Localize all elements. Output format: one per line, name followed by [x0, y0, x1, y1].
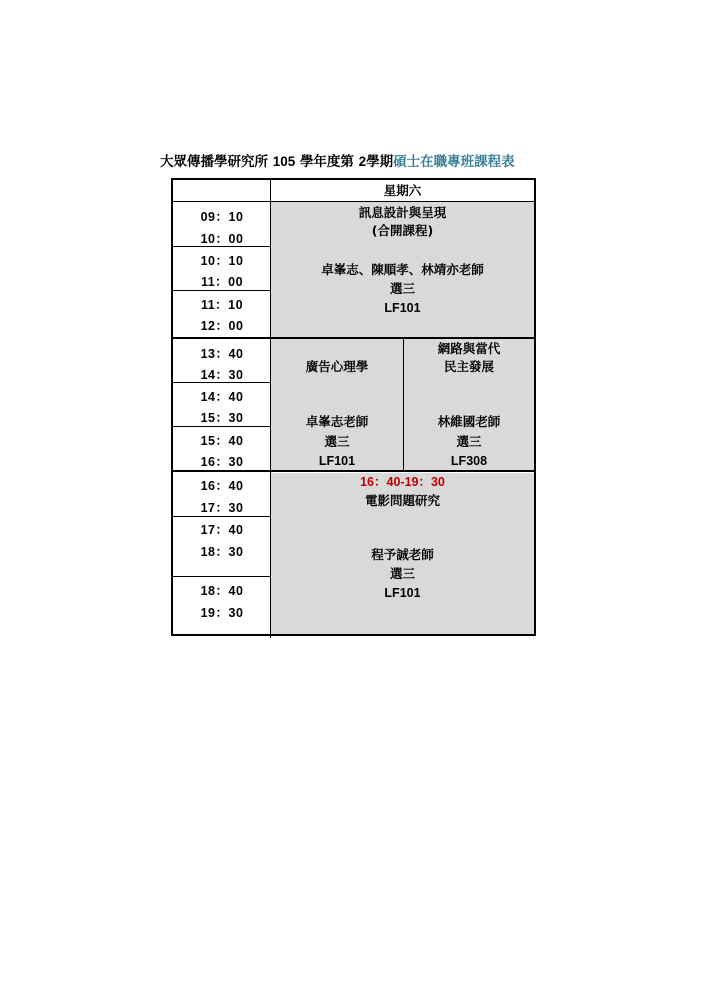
course-name-line1: 網路與當代 [437, 341, 501, 356]
course-block-afternoon-a [271, 339, 403, 470]
block-divider [173, 337, 534, 339]
course-name: 訊息設計與呈現 [358, 205, 447, 220]
course-room: LF101 [384, 301, 421, 315]
time-start: 09：10 [200, 210, 244, 224]
course-name: 廣告心理學 [305, 359, 369, 374]
row-divider [173, 426, 270, 427]
course-block-afternoon-b [404, 339, 534, 470]
course-name: 電影問題研究 [364, 493, 440, 508]
time-end: 19：30 [200, 606, 244, 620]
course-teacher: 程予誠老師 [371, 547, 434, 562]
course-type: 選三 [324, 434, 350, 449]
header-divider [173, 201, 534, 202]
title-prefix: 大眾傳播學研究所 [160, 154, 268, 170]
time-end: 16：30 [200, 455, 244, 469]
time-start: 14：40 [200, 390, 244, 404]
time-end: 12：00 [200, 319, 244, 333]
schedule-table [171, 178, 536, 636]
title-year: 105 [272, 154, 296, 169]
course-type: 選三 [456, 434, 482, 449]
page-title [160, 150, 560, 170]
course-teacher: 卓峯志、陳順孝、林靖亦老師 [321, 262, 484, 277]
row-divider [173, 516, 270, 517]
course-teacher: 卓峯志老師 [305, 414, 369, 429]
time-end: 11：00 [200, 275, 244, 289]
course-type: 選三 [389, 281, 415, 296]
time-end: 15：30 [200, 411, 244, 425]
time-start: 17：40 [200, 523, 244, 537]
row-divider [173, 576, 270, 577]
title-mid: 學年度第 [299, 154, 354, 170]
course-time-range: 16：40-19：30 [360, 475, 445, 489]
course-room: LF308 [450, 454, 488, 468]
afternoon-divider [403, 338, 404, 470]
time-start: 11：10 [200, 298, 244, 312]
block-divider [173, 470, 534, 472]
course-room: LF101 [384, 586, 421, 600]
time-end: 14：30 [200, 368, 244, 382]
header-corner [173, 180, 270, 201]
course-block-evening [271, 473, 534, 634]
title-term: 2 [358, 154, 367, 169]
header-day: 星期六 [383, 183, 422, 198]
time-start: 10：10 [200, 254, 244, 268]
time-start: 13：40 [200, 347, 244, 361]
course-name-line2: 民主發展 [443, 359, 494, 374]
course-type: 選三 [389, 566, 415, 581]
time-start: 16：40 [200, 479, 244, 493]
course-teacher: 林維國老師 [437, 414, 501, 429]
row-divider [173, 290, 270, 291]
course-room: LF101 [318, 454, 356, 468]
time-end: 10：00 [200, 232, 244, 246]
time-start: 15：40 [200, 434, 244, 448]
title-accent: 碩士在職專班課程表 [393, 154, 515, 170]
time-end: 18：30 [200, 545, 244, 559]
time-end: 17：30 [200, 501, 244, 515]
course-note: (合開課程) [371, 223, 434, 238]
time-start: 18：40 [200, 584, 244, 598]
course-block-morning [271, 202, 534, 337]
title-suffix: 學期 [366, 154, 394, 170]
